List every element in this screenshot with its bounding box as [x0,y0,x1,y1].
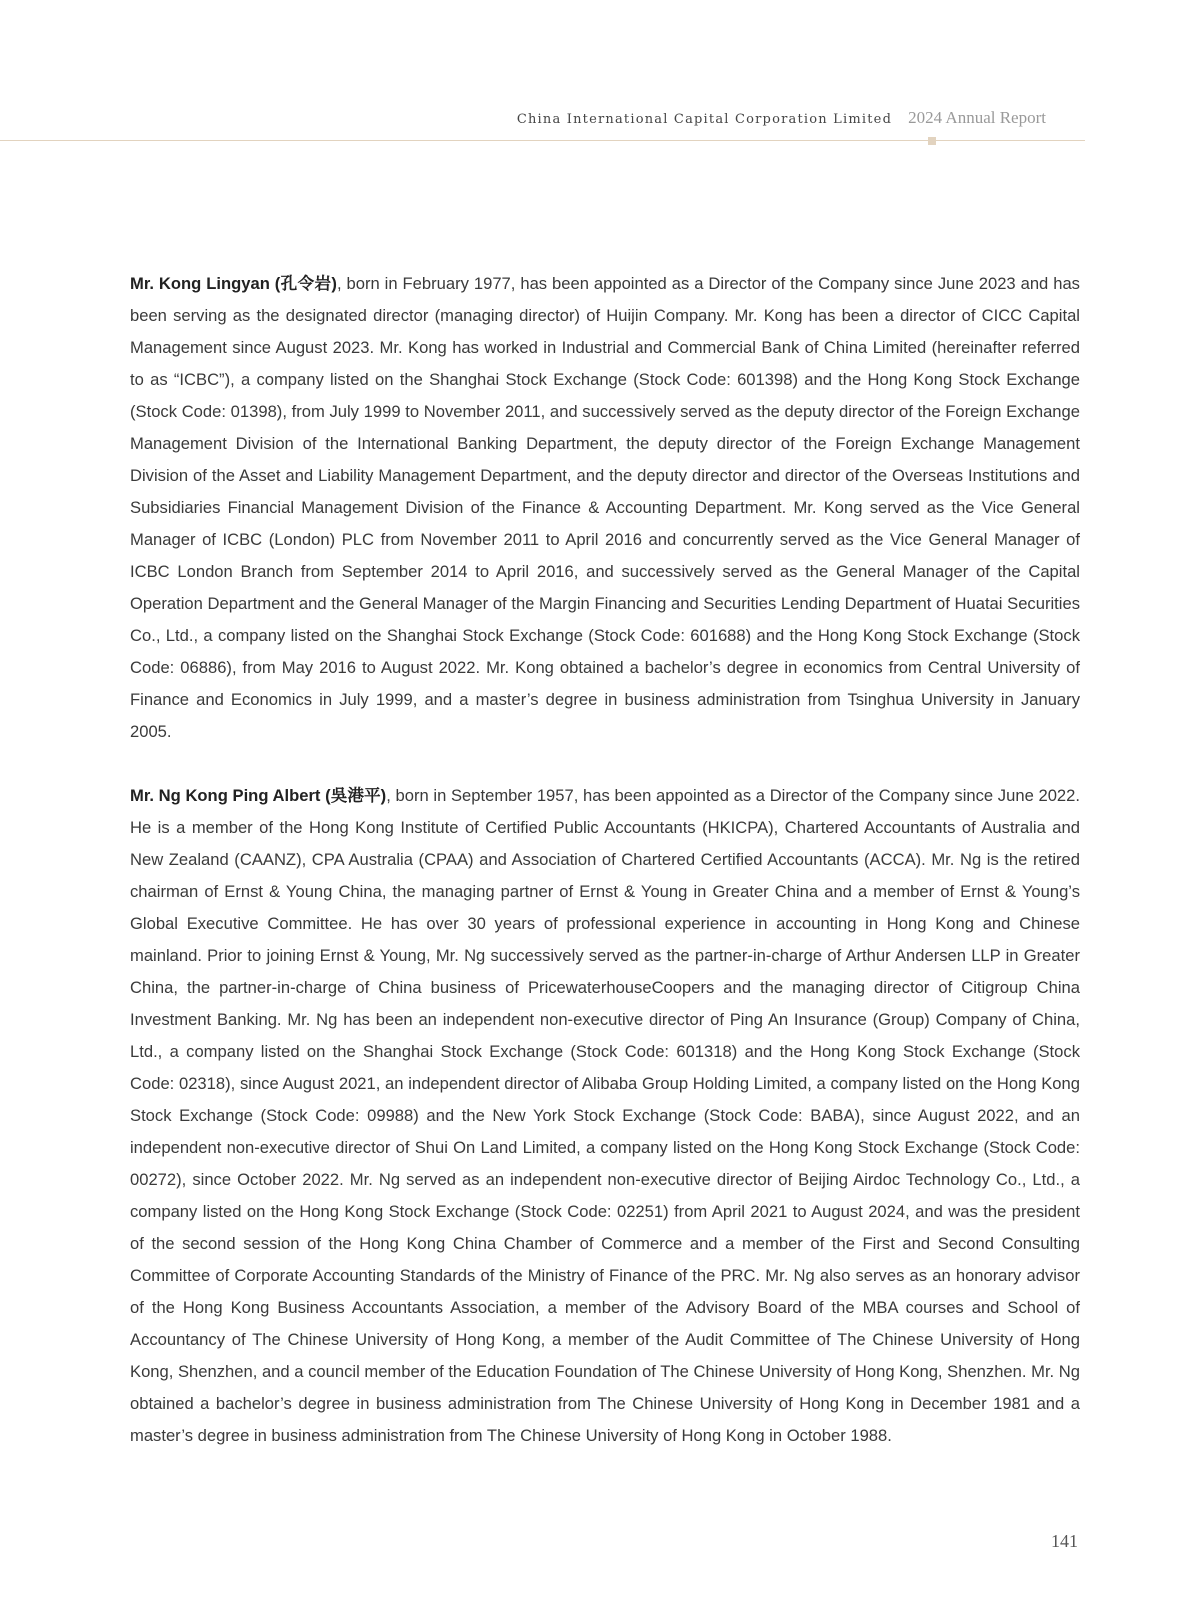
running-header [517,108,1046,128]
biography-paragraph [130,268,1080,748]
biography-text: , born in February 1977, has been appointed as a Director of the Company since June 2023 and has been serving as the designated director (managing director) of Huijin Company. Mr. Kong has been a director of CICC Capital Management since August 2023. Mr. Kong has worked in Industrial and Commercial Bank of China Limited (hereinafter referred to as “ICBC”), a company listed on the Shanghai Stock Exchange (Stock Code: 601398) and the Hong Kong Stock Exchange (Stock Code: 01398), from July 1999 to November 2011, and successively served as the deputy director of the Foreign Exchange Management Division of the International Banking Department, the deputy director of the Foreign Exchange Management Division of the Asset and Liability Management Department, and the deputy director and director of the Overseas Institutions and Subsidiaries Financial Management Division of the Finance & Accounting Department. Mr. Kong served as the Vice General Manager of ICBC (London) PLC from November 2011 to April 2016 and concurrently served as the Vice General Manager of ICBC London Branch from September 2014 to April 2016, and successively served as the General Manager of the Capital Operation Department and the General Manager of the Margin Financing and Securities Lending Department of Huatai Securities Co., Ltd., a company listed on the Shanghai Stock Exchange (Stock Code: 601688) and the Hong Kong Stock Exchange (Stock Code: 06886), from May 2016 to August 2022. Mr. Kong obtained a bachelor’s degree in economics from Central University of Finance and Economics in July 1999, and a master’s degree in business administration from Tsinghua University in January 2005. [130,274,1080,741]
biography-body [130,268,1080,1484]
biography-paragraph [130,780,1080,1452]
page-number: 141 [1051,1531,1078,1551]
director-name: Mr. Kong Lingyan (孔令岩) [130,274,337,293]
header-divider [0,140,1085,141]
header-divider-marker [928,137,936,145]
biography-text: , born in September 1957, has been appointed as a Director of the Company since June 2022. He is a member of the Hong Kong Institute of Certified Public Accountants (HKICPA), Chartered Accountants of Australia and New Zealand (CAANZ), CPA Australia (CPAA) and Association of Chartered Certified Accountants (ACCA). Mr. Ng is the retired chairman of Ernst & Young China, the managing partner of Ernst & Young in Greater China and a member of Ernst & Young’s Global Executive Committee. He has over 30 years of professional experience in accounting in Hong Kong and Chinese mainland. Prior to joining Ernst & Young, Mr. Ng successively served as the partner-in-charge of Arthur Andersen LLP in Greater China, the partner-in-charge of China business of PricewaterhouseCoopers and the managing director of Citigroup China Investment Banking. Mr. Ng has been an independent non-executive director of Ping An Insurance (Group) Company of China, Ltd., a company listed on the Shanghai Stock Exchange (Stock Code: 601318) and the Hong Kong Stock Exchange (Stock Code: 02318), since August 2021, an independent director of Alibaba Group Holding Limited, a company listed on the Hong Kong Stock Exchange (Stock Code: 09988) and the New York Stock Exchange (Stock Code: BABA), since August 2022, and an independent non-executive director of Shui On Land Limited, a company listed on the Hong Kong Stock Exchange (Stock Code: 00272), since October 2022. Mr. Ng served as an independent non-executive director of Beijing Airdoc Technology Co., Ltd., a company listed on the Hong Kong Stock Exchange (Stock Code: 02251) from April 2021 to August 2024, and was the president of the second session of the Hong Kong China Chamber of Commerce and a member of the First and Second Consulting Committee of Corporate Accounting Standards of the Ministry of Finance of the PRC. Mr. Ng also serves as an honorary advisor of the Hong Kong Business Accountants Association, a member of the Advisory Board of the MBA courses and School of Accountancy of The Chinese University of Hong Kong, a member of the Audit Committee of The Chinese University of Hong Kong, Shenzhen, and a council member of the Education Foundation of The Chinese University of Hong Kong, Shenzhen. Mr. Ng obtained a bachelor’s degree in business administration from The Chinese University of Hong Kong in December 1981 and a master’s degree in business administration from The Chinese University of Hong Kong in October 1988. [130,786,1080,1445]
director-name: Mr. Ng Kong Ping Albert (吳港平) [130,786,387,805]
header-company: China International Capital Corporation Limited [516,112,893,127]
header-report-title: 2024 Annual Report [908,108,1046,127]
